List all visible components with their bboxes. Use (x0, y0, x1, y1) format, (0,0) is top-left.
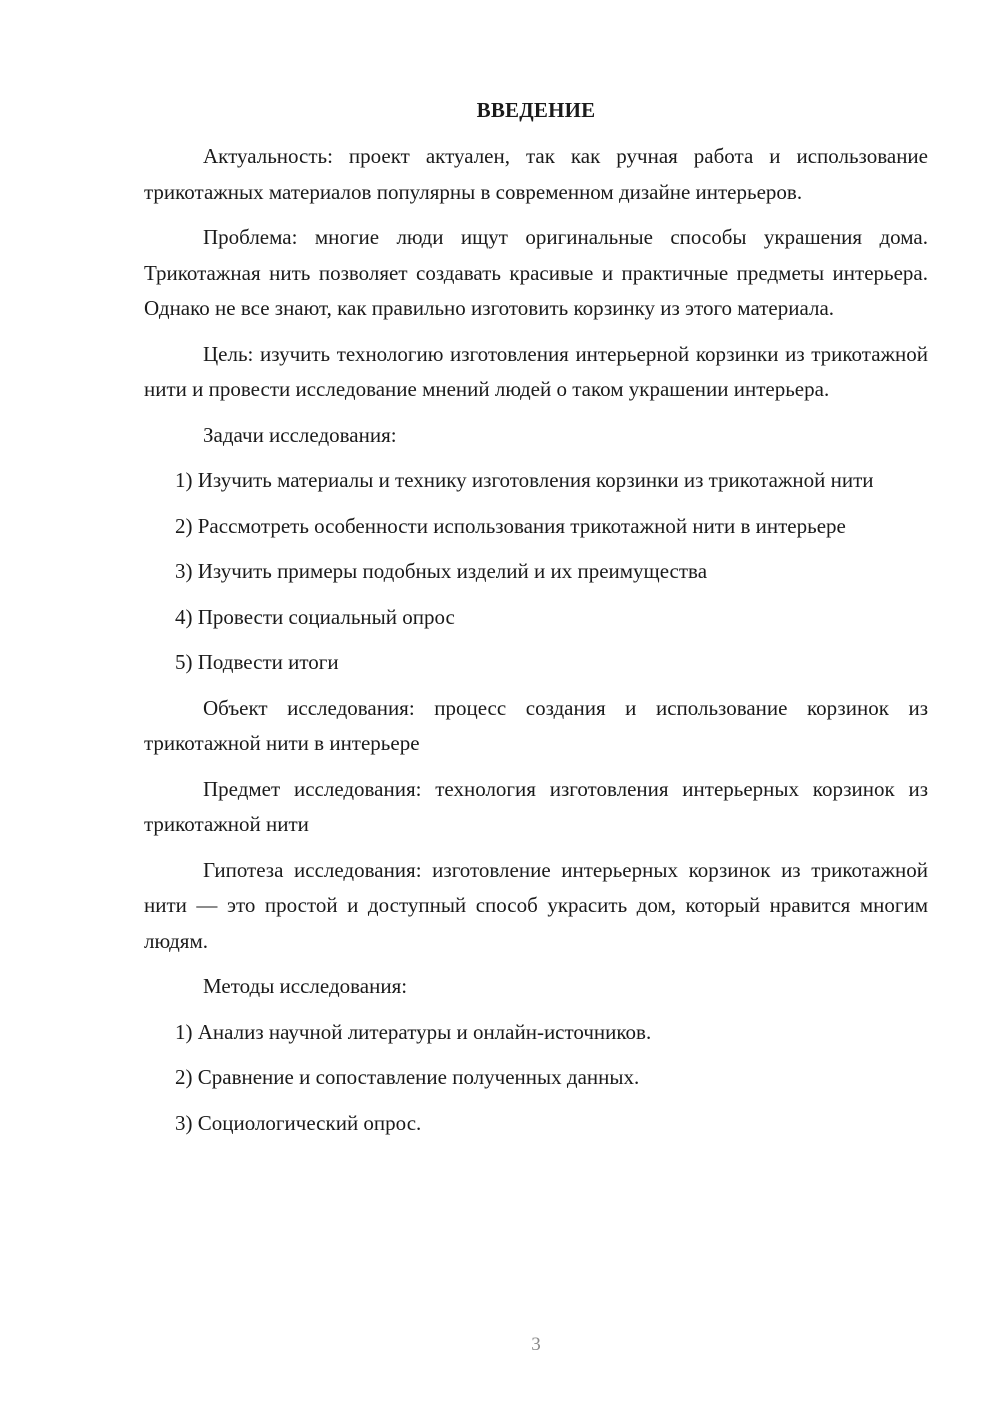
task-item: 4) Провести социальный опрос (175, 604, 455, 629)
task-item: 2) Рассмотреть особенности использования трикотажной нити в интерьере (175, 513, 846, 538)
method-item: 3) Социологический опрос. (175, 1110, 422, 1135)
page-number: 3 (531, 1334, 541, 1355)
task-item: 1) Изучить материалы и технику изготовления корзинки из трикотажной нити (175, 468, 874, 492)
object-paragraph: Объект исследования: процесс создания и использование корзинок из трикотажной нити в интерьере (144, 695, 928, 755)
document-page (144, 93, 928, 1151)
tasks-heading: Задачи исследования: (203, 422, 397, 447)
subject-paragraph: Предмет исследования: технология изготовления интерьерных корзинок из трикотажной нити (144, 776, 928, 836)
methods-heading: Методы исследования: (203, 974, 408, 998)
section-title: ВВЕДЕНИЕ (476, 98, 596, 122)
goal-paragraph: Цель: изучить технологию изготовления интерьерной корзинки из трикотажной нити и провести исследование мнений людей о таком украшении интерьера. (144, 341, 928, 401)
task-item: 3) Изучить примеры подобных изделий и их преимущества (175, 559, 708, 583)
relevance-paragraph: Актуальность: проект актуален, так как ручная работа и использование трикотажных материалов популярны в современном дизайне интерьеров. (144, 144, 928, 204)
task-item: 5) Подвести итоги (175, 650, 339, 674)
problem-paragraph: Проблема: многие люди ищут оригинальные способы украшения дома. Трикотажная нить позволяет создавать красивые и практичные предметы интерьера. Однако не все знают, как правильно изготовить корзинку из этого материала. (144, 225, 928, 320)
method-item: 1) Анализ научной литературы и онлайн-источников. (175, 1019, 652, 1044)
method-item: 2) Сравнение и сопоставление полученных данных. (175, 1065, 640, 1089)
hypothesis-paragraph: Гипотеза исследования: изготовление интерьерных корзинок из трикотажной нити — это простой и доступный способ украсить дом, который нравится многим людям. (144, 857, 928, 953)
